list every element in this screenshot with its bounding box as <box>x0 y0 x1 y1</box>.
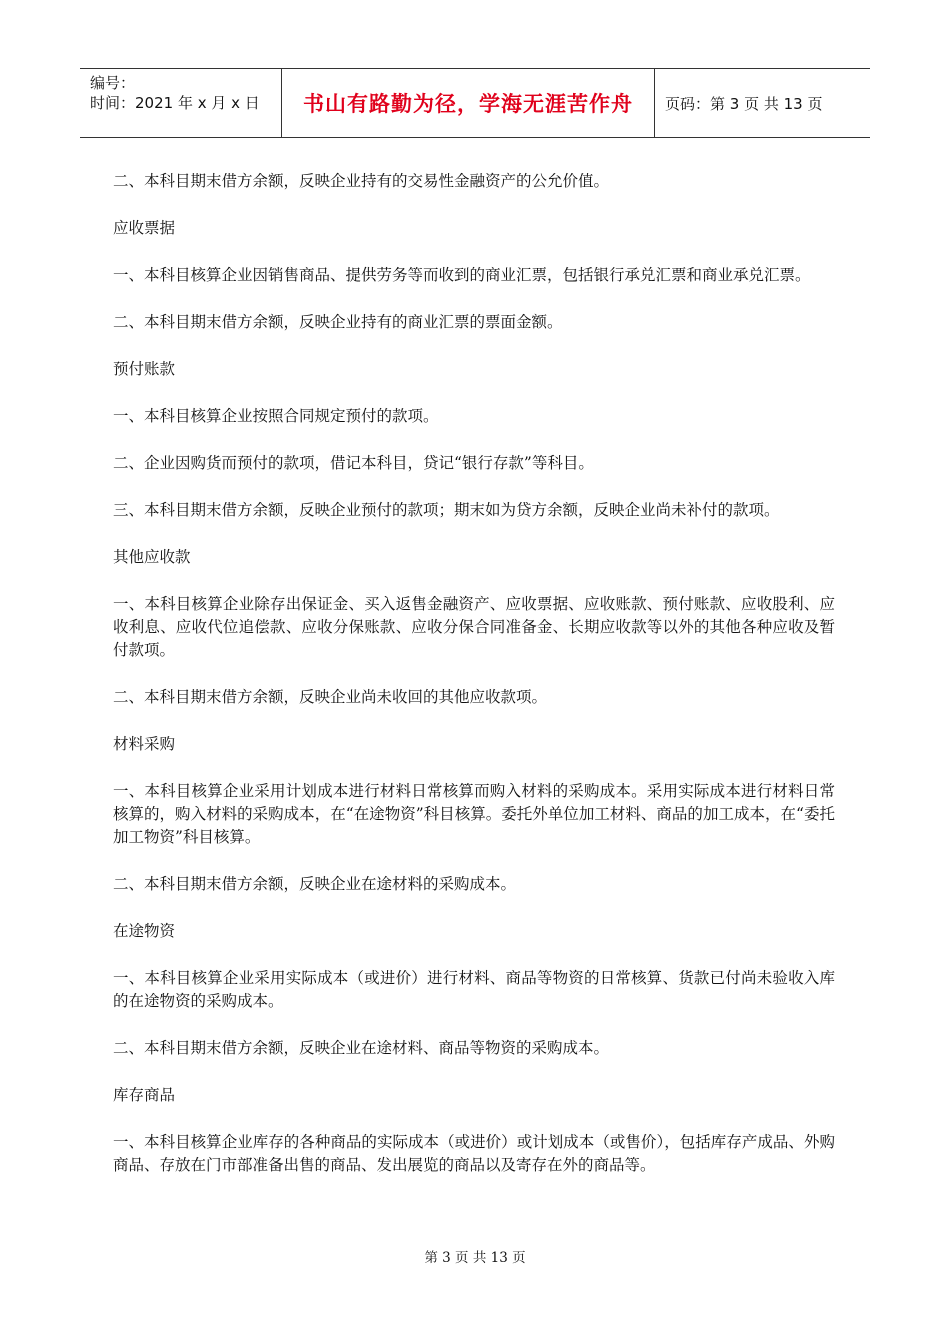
paragraph: 二、本科目期末借方余额，反映企业持有的商业汇票的票面金额。 <box>113 313 563 331</box>
paragraph: 一、本科目核算企业除存出保证金、买入返售金融资产、应收票据、应收账款、预付账款、应收股利、应收利息、应收代位追偿款、应收分保账款、应收分保合同准备金、长期应收款等以外的其他各种应收及暂付款项。 <box>113 595 835 659</box>
paragraph: 二、企业因购货而预付的款项，借记本科目，贷记“银行存款”等科目。 <box>113 454 594 472</box>
paragraph: 二、本科目期末借方余额，反映企业在途材料、商品等物资的采购成本。 <box>113 1039 610 1057</box>
footer-page-number: 第 3 页 共 13 页 <box>424 1250 526 1266</box>
header-page-info: 页码：第 3 页 共 13 页 <box>665 94 823 113</box>
paragraph: 一、本科目核算企业按照合同规定预付的款项。 <box>113 407 439 425</box>
section-heading: 其他应收款 <box>113 548 191 566</box>
header-meta <box>80 69 282 137</box>
paragraph: 一、本科目核算企业采用实际成本（或进价）进行材料、商品等物资的日常核算、货款已付尚未验收入库的在途物资的采购成本。 <box>113 969 835 1010</box>
section-heading: 材料采购 <box>113 735 176 753</box>
document-number-label: 编号： <box>90 74 136 92</box>
section-heading: 库存商品 <box>113 1086 176 1104</box>
paragraph: 一、本科目核算企业采用计划成本进行材料日常核算而购入材料的采购成本。采用实际成本进行材料日常核算的，购入材料的采购成本，在“在途物资”科目核算。委托外单位加工材料、商品的加工成本，在“委托加工物资”科目核算。 <box>113 782 835 846</box>
paragraph: 二、本科目期末借方余额，反映企业持有的交易性金融资产的公允价值。 <box>113 172 610 190</box>
section-heading: 在途物资 <box>113 922 176 940</box>
section-heading: 预付账款 <box>113 360 176 378</box>
document-body <box>113 170 835 1201</box>
paragraph: 一、本科目核算企业库存的各种商品的实际成本（或进价）或计划成本（或售价），包括库存产成品、外购商品、存放在门市部准备出售的商品、发出展览的商品以及寄存在外的商品等。 <box>113 1133 835 1174</box>
paragraph: 一、本科目核算企业因销售商品、提供劳务等而收到的商业汇票，包括银行承兑汇票和商业承兑汇票。 <box>113 266 811 284</box>
paragraph: 二、本科目期末借方余额，反映企业尚未收回的其他应收款项。 <box>113 688 548 706</box>
page-header <box>80 68 870 138</box>
paragraph: 二、本科目期末借方余额，反映企业在途材料的采购成本。 <box>113 875 517 893</box>
header-motto: 书山有路勤为径，学海无涯苦作舟 <box>282 69 655 137</box>
page-footer <box>0 1246 950 1266</box>
paragraph: 三、本科目期末借方余额，反映企业预付的款项；期末如为贷方余额，反映企业尚未补付的款项。 <box>113 501 780 519</box>
section-heading: 应收票据 <box>113 219 176 237</box>
document-time-label: 时间：2021 年 x 月 x 日 <box>90 94 260 112</box>
